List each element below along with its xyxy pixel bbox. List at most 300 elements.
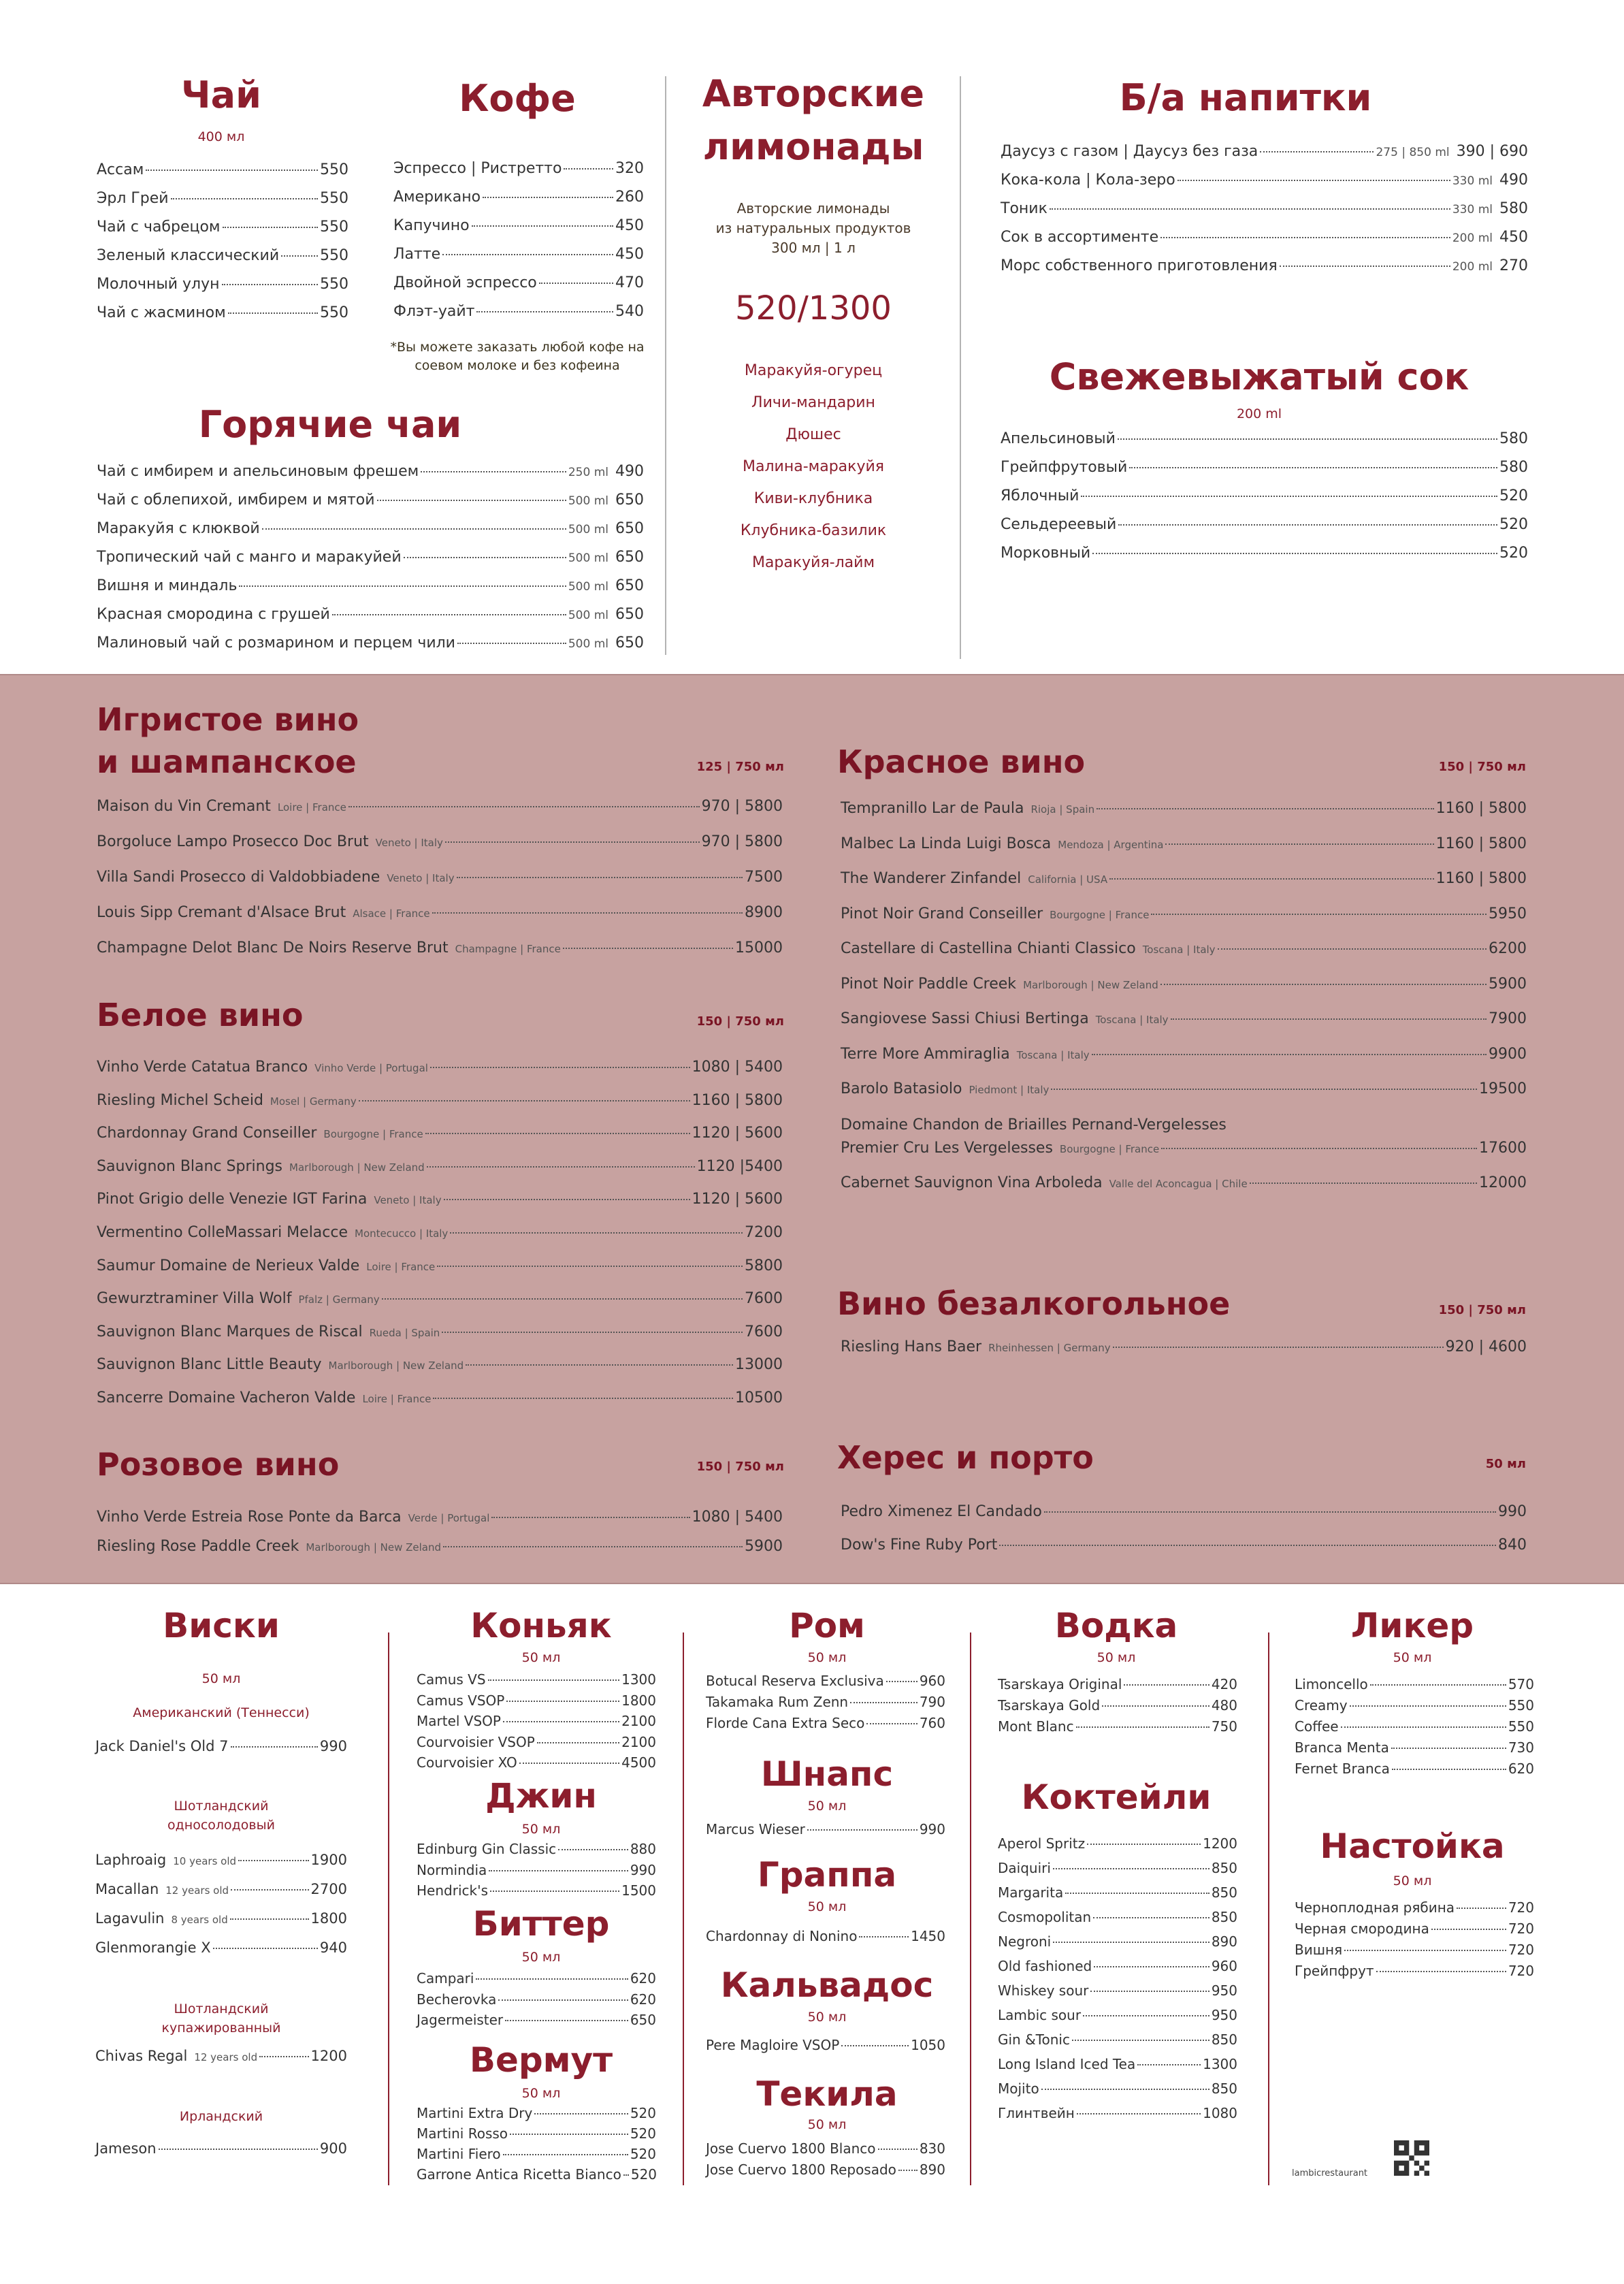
dot-leader bbox=[259, 2056, 308, 2057]
item-price: 520 bbox=[1499, 487, 1528, 504]
menu-item bbox=[1001, 516, 1528, 545]
menu-item bbox=[1295, 1942, 1534, 1963]
menu-item bbox=[393, 217, 644, 246]
dot-leader bbox=[228, 312, 318, 314]
liqueur-list bbox=[1295, 1676, 1534, 1782]
item-name: Тоник bbox=[1001, 200, 1048, 217]
wine-price: 17600 bbox=[1479, 1140, 1527, 1157]
dot-leader bbox=[443, 1546, 743, 1547]
item-price: 450 bbox=[615, 217, 644, 234]
menu-item bbox=[417, 1862, 656, 1883]
whisky-single-malt-line2: односолодовый bbox=[167, 1818, 275, 1833]
item-price: 15000 bbox=[735, 939, 783, 956]
item-name: Jack Daniel's Old 7 bbox=[95, 1738, 229, 1754]
item-price: 1500 bbox=[621, 1882, 656, 1899]
item-price: 550 bbox=[320, 247, 348, 264]
lemonades-title-line2: лимонады bbox=[702, 125, 924, 168]
lemonades-title-line1: Авторские bbox=[702, 72, 925, 115]
coffee-note: *Вы можете заказать любой кофе на соевом молоке и без кофеина bbox=[390, 340, 645, 373]
item-price: 2700 bbox=[310, 1881, 347, 1897]
dot-leader bbox=[623, 2174, 629, 2176]
dot-leader bbox=[503, 1721, 619, 1722]
item-price: 1300 bbox=[621, 1671, 656, 1688]
item-price: 720 bbox=[1508, 1920, 1534, 1937]
menu-item bbox=[95, 1910, 347, 1940]
dot-leader bbox=[1044, 1511, 1496, 1513]
item-name: Camus VSOP bbox=[417, 1692, 505, 1709]
menu-item bbox=[97, 520, 644, 549]
item-price: 1450 bbox=[911, 1928, 945, 1944]
bitter-list bbox=[417, 1970, 656, 2033]
red-title: Красное вино bbox=[837, 743, 1086, 780]
menu-item bbox=[706, 1928, 945, 1949]
item-name: Lagavulin bbox=[95, 1910, 165, 1927]
menu-item bbox=[417, 2105, 656, 2125]
item-price: 520 bbox=[1499, 516, 1528, 533]
soft-drinks-title: Б/а напитки bbox=[1119, 76, 1372, 119]
menu-item bbox=[97, 869, 783, 904]
menu-item bbox=[1001, 172, 1528, 200]
item-price: 990 bbox=[319, 1738, 347, 1754]
tea-title: Чай bbox=[181, 74, 261, 116]
item-name: Edinburg Gin Classic bbox=[417, 1841, 557, 1857]
dot-leader bbox=[1161, 1148, 1477, 1149]
item-name: Sangiovese Sassi Chiusi Bertinga bbox=[841, 1010, 1089, 1027]
item-price: 830 bbox=[919, 2140, 945, 2157]
menu-item bbox=[97, 798, 783, 833]
dot-leader bbox=[1077, 2113, 1201, 2114]
menu-item bbox=[95, 2048, 347, 2078]
wine-price: 12000 bbox=[1479, 1174, 1527, 1191]
item-price: 520 bbox=[630, 2166, 657, 2183]
item-price: 390 | 690 bbox=[1456, 143, 1528, 160]
item-name: Daiquiri bbox=[998, 1860, 1051, 1876]
menu-item bbox=[841, 1010, 1527, 1046]
item-name: Marcus Wieser bbox=[706, 1821, 805, 1837]
item-price: 4500 bbox=[621, 1754, 656, 1771]
dot-leader bbox=[1165, 843, 1433, 845]
item-price: 1120 | 5600 bbox=[692, 1125, 783, 1142]
dot-leader bbox=[558, 1849, 628, 1850]
menu-item bbox=[841, 976, 1527, 1011]
menu-item bbox=[417, 1734, 656, 1755]
dot-leader bbox=[510, 2134, 628, 2135]
item-name: Martini Fiero bbox=[417, 2146, 501, 2162]
menu-item bbox=[417, 1882, 656, 1903]
vodka-title: Водка bbox=[1054, 1606, 1178, 1645]
item-price: 520 bbox=[1499, 545, 1528, 562]
vermouth-list bbox=[417, 2105, 656, 2187]
item-price: 720 bbox=[1508, 1942, 1534, 1958]
menu-item bbox=[417, 1713, 656, 1734]
menu-item bbox=[998, 1958, 1237, 1982]
item-region: Toscana | Italy bbox=[1095, 1014, 1169, 1026]
item-name: Малиновый чай с розмарином и перцем чили bbox=[97, 634, 455, 652]
schnapps-title: Шнапс bbox=[760, 1754, 894, 1794]
schnapps-list bbox=[706, 1821, 945, 1842]
item-name: Maison du Vin Cremant bbox=[97, 798, 271, 815]
item-age: 12 years old bbox=[165, 1884, 229, 1897]
menu-item bbox=[1295, 1718, 1534, 1739]
menu-item bbox=[841, 835, 1527, 871]
cognac-title: Коньяк bbox=[470, 1606, 612, 1645]
item-name: Pinot Noir Paddle Creek bbox=[841, 975, 1017, 993]
menu-item bbox=[998, 1697, 1237, 1718]
item-name: Cosmopolitan bbox=[998, 1909, 1092, 1925]
item-price: 990 bbox=[1498, 1503, 1527, 1520]
item-name: Old fashioned bbox=[998, 1958, 1092, 1974]
menu-item bbox=[393, 189, 644, 217]
menu-item bbox=[706, 2161, 945, 2183]
dot-leader bbox=[1097, 808, 1434, 809]
item-name: Вишня bbox=[1295, 1942, 1343, 1958]
dot-leader bbox=[490, 1891, 619, 1892]
menu-item bbox=[841, 905, 1527, 941]
dot-leader bbox=[489, 1870, 628, 1871]
dot-leader bbox=[159, 2149, 318, 2150]
item-name: Hendrick's bbox=[417, 1882, 488, 1899]
red-volume: 150 | 750 мл bbox=[1438, 760, 1526, 774]
lemonade-item: Дюшес bbox=[785, 426, 841, 443]
item-price: 7600 bbox=[745, 1323, 783, 1340]
item-price: 1120 |5400 bbox=[696, 1157, 783, 1175]
dot-leader bbox=[466, 1364, 733, 1366]
item-name: Whiskey sour bbox=[998, 1982, 1089, 1999]
item-size: 500 ml bbox=[568, 551, 608, 565]
divider bbox=[683, 1632, 684, 2185]
rose-title: Розовое вино bbox=[97, 1446, 340, 1483]
item-price: 580 bbox=[1499, 430, 1528, 447]
item-price: 940 bbox=[319, 1940, 347, 1956]
menu-item bbox=[841, 870, 1527, 905]
dot-leader bbox=[505, 2020, 628, 2021]
dot-leader bbox=[539, 283, 613, 284]
item-price: 650 bbox=[615, 549, 644, 566]
grappa-title: Граппа bbox=[757, 1855, 897, 1895]
dot-leader bbox=[171, 198, 318, 199]
white-title: Белое вино bbox=[97, 997, 304, 1033]
menu-item bbox=[1001, 257, 1528, 286]
menu-item bbox=[1001, 430, 1528, 459]
menu-item bbox=[998, 2080, 1237, 2105]
dot-leader bbox=[488, 1679, 620, 1681]
menu-item bbox=[841, 1537, 1527, 1570]
lemonade-item: Малина-маракуйя bbox=[743, 458, 884, 475]
menu-item bbox=[417, 2146, 656, 2166]
dot-leader bbox=[1350, 1705, 1506, 1707]
item-region: Mosel | Germany bbox=[270, 1095, 357, 1108]
menu-item bbox=[1295, 1739, 1534, 1760]
item-name: Tsarskaya Gold bbox=[998, 1697, 1101, 1714]
item-size: 500 ml bbox=[568, 580, 608, 594]
item-price: 960 bbox=[919, 1673, 945, 1689]
menu-item bbox=[97, 606, 644, 634]
dot-leader bbox=[564, 168, 613, 170]
item-price: 420 bbox=[1211, 1676, 1237, 1692]
dot-leader bbox=[1113, 1347, 1444, 1348]
dot-leader bbox=[506, 1701, 619, 1702]
item-name: Морс собственного приготовления bbox=[1001, 257, 1278, 274]
sparkling-list bbox=[97, 798, 783, 975]
item-price: 620 bbox=[630, 1970, 656, 1987]
menu-item bbox=[417, 1692, 656, 1714]
item-region: Rheinhessen | Germany bbox=[988, 1342, 1111, 1354]
dot-leader bbox=[444, 1199, 690, 1200]
item-size: 330 ml bbox=[1452, 174, 1493, 188]
item-price: 750 bbox=[1211, 1718, 1237, 1735]
wine-region: Bourgogne | France bbox=[1059, 1143, 1160, 1155]
menu-item bbox=[393, 303, 644, 332]
item-price: 1160 | 5800 bbox=[1435, 835, 1527, 852]
calvados-volume: 50 мл bbox=[807, 2010, 847, 2025]
item-price: 650 bbox=[615, 606, 644, 623]
item-price: 5900 bbox=[745, 1538, 783, 1555]
item-price: 850 bbox=[1211, 1860, 1237, 1876]
tequila-title: Текила bbox=[756, 2074, 898, 2114]
item-name: Aperol Spritz bbox=[998, 1835, 1086, 1852]
lemonade-item: Личи-мандарин bbox=[751, 394, 875, 411]
vodka-list bbox=[998, 1676, 1237, 1739]
item-price: 720 bbox=[1508, 1899, 1534, 1916]
menu-item bbox=[97, 1224, 783, 1257]
menu-item bbox=[998, 2007, 1237, 2031]
item-price: 5900 bbox=[1489, 975, 1527, 993]
item-region: Pfalz | Germany bbox=[298, 1293, 380, 1306]
menu-item bbox=[841, 1046, 1527, 1081]
item-name: Becherovka bbox=[417, 1991, 497, 2008]
item-name: Черноплодная рябина bbox=[1295, 1899, 1455, 1916]
whisky-blended-line2: купажированный bbox=[161, 2021, 281, 2036]
item-name: Laphroaig bbox=[95, 1852, 167, 1868]
white-list bbox=[97, 1059, 783, 1423]
item-name: Морковный bbox=[1001, 545, 1091, 562]
menu-item bbox=[706, 1673, 945, 1694]
item-name: Глинтвейн bbox=[998, 2105, 1075, 2121]
lemonade-item: Маракуйя-лайм bbox=[751, 554, 875, 571]
dot-leader bbox=[1457, 1908, 1506, 1909]
schnapps-volume: 50 мл bbox=[807, 1799, 847, 1814]
dot-leader bbox=[442, 1332, 743, 1333]
lemonade-item: Киви-клубника bbox=[753, 490, 873, 507]
item-price: 650 bbox=[615, 492, 644, 509]
dot-leader bbox=[433, 1398, 733, 1399]
item-price: 450 bbox=[1499, 229, 1528, 246]
menu-item bbox=[998, 1835, 1237, 1860]
white-volume: 150 | 750 мл bbox=[696, 1014, 784, 1029]
item-name: Кока-кола | Кола-зеро bbox=[1001, 172, 1175, 189]
menu-item bbox=[97, 904, 783, 939]
item-name: Pedro Ximenez El Candado bbox=[841, 1503, 1042, 1520]
rum-title: Ром bbox=[789, 1606, 865, 1645]
item-region: Marlborough | New Zeland bbox=[1023, 978, 1158, 991]
item-region: Toscana | Italy bbox=[1016, 1048, 1090, 1061]
item-name: Negroni bbox=[998, 1933, 1052, 1950]
lemonade-item: Клубника-базилик bbox=[740, 522, 887, 539]
dot-leader bbox=[231, 1746, 318, 1748]
dot-leader bbox=[1160, 984, 1487, 985]
item-name: Молочный улун bbox=[97, 276, 220, 293]
dot-leader bbox=[442, 254, 613, 255]
dot-leader bbox=[457, 643, 566, 644]
menu-item bbox=[95, 2140, 347, 2170]
item-region: Veneto | Italy bbox=[375, 837, 443, 849]
dot-leader bbox=[1093, 1917, 1209, 1918]
item-price: 950 bbox=[1211, 2007, 1237, 2023]
item-region: Toscana | Italy bbox=[1142, 944, 1216, 956]
dot-leader bbox=[1344, 1950, 1506, 1951]
menu-item bbox=[97, 190, 348, 219]
item-region: Montecucco | Italy bbox=[355, 1227, 449, 1240]
item-name: Botucal Reserva Exclusiva bbox=[706, 1673, 884, 1689]
menu-item bbox=[998, 1933, 1237, 1958]
vermouth-volume: 50 мл bbox=[521, 2086, 561, 2101]
item-name: Courvoisier VSOP bbox=[417, 1733, 535, 1750]
item-price: 8900 bbox=[745, 904, 783, 921]
dot-leader bbox=[999, 1545, 1496, 1546]
item-name: Jagermeister bbox=[417, 2012, 504, 2028]
qr-code-icon bbox=[1394, 2140, 1429, 2176]
dot-leader bbox=[1053, 1942, 1209, 1943]
instagram-handle: lambicrestaurant bbox=[1292, 2168, 1368, 2178]
item-region: Marlborough | New Zeland bbox=[289, 1161, 425, 1174]
menu-item bbox=[417, 1991, 656, 2012]
menu-item bbox=[1001, 545, 1528, 573]
item-age: 12 years old bbox=[194, 2051, 258, 2063]
menu-item bbox=[1001, 200, 1528, 229]
whisky-american: Американский (Теннесси) bbox=[133, 1705, 310, 1720]
menu-item bbox=[998, 1982, 1237, 2007]
rum-list bbox=[706, 1673, 945, 1736]
menu-item bbox=[97, 304, 348, 333]
dot-leader bbox=[878, 2149, 917, 2150]
item-name: Normindia bbox=[417, 1861, 487, 1878]
item-price: 1200 bbox=[1203, 1835, 1237, 1852]
item-name: Латте bbox=[393, 246, 441, 263]
dot-leader bbox=[445, 841, 700, 843]
whisky-single-malt-line1: Шотландский bbox=[174, 1799, 269, 1814]
dot-leader bbox=[1341, 1726, 1506, 1728]
item-name: Чай с чабрецом bbox=[97, 219, 221, 236]
dot-leader bbox=[1250, 1183, 1477, 1184]
item-name: Gewurztraminer Villa Wolf bbox=[97, 1290, 292, 1308]
dot-leader bbox=[476, 1978, 628, 1980]
dot-leader bbox=[1065, 1893, 1209, 1894]
item-price: 550 bbox=[320, 219, 348, 236]
sherry-volume: 50 мл bbox=[1485, 1457, 1526, 1471]
dot-leader bbox=[498, 1999, 628, 2001]
item-price: 960 bbox=[1211, 1958, 1237, 1974]
item-price: 19500 bbox=[1479, 1080, 1527, 1097]
menu-item bbox=[97, 1059, 783, 1092]
item-price: 650 bbox=[615, 520, 644, 537]
item-price: 550 bbox=[320, 276, 348, 293]
divider bbox=[960, 76, 961, 659]
item-price: 850 bbox=[1211, 1884, 1237, 1901]
lemonades-note-line2: из натуральных продуктов bbox=[715, 220, 911, 236]
item-price: 450 bbox=[615, 246, 644, 263]
menu-item bbox=[417, 1970, 656, 1991]
bitter-volume: 50 мл bbox=[521, 1950, 561, 1965]
menu-item bbox=[393, 160, 644, 189]
menu-item bbox=[417, 1841, 656, 1862]
dot-leader bbox=[427, 1166, 695, 1168]
dot-leader bbox=[850, 1702, 917, 1703]
item-price: 1160 | 5800 bbox=[1435, 870, 1527, 887]
menu-item bbox=[706, 2140, 945, 2161]
dot-leader bbox=[1431, 1929, 1506, 1930]
dot-leader bbox=[404, 557, 566, 558]
dot-leader bbox=[859, 1936, 909, 1937]
item-price: 6200 bbox=[1489, 940, 1527, 957]
item-price: 1160 | 5800 bbox=[1435, 800, 1527, 817]
item-region: Rueda | Spain bbox=[369, 1326, 440, 1339]
item-price: 890 bbox=[1211, 1933, 1237, 1950]
item-name: Tsarskaya Original bbox=[998, 1676, 1122, 1692]
item-name: Sancerre Domaine Vacheron Valde bbox=[97, 1389, 356, 1406]
item-price: 13000 bbox=[735, 1356, 783, 1374]
menu-item bbox=[393, 274, 644, 303]
item-name: Vinho Verde Estreia Rose Ponte da Barca bbox=[97, 1509, 402, 1526]
dot-leader bbox=[231, 1889, 309, 1891]
dot-leader bbox=[866, 1723, 917, 1724]
item-name: Mojito bbox=[998, 2080, 1039, 2097]
item-name: Sauvignon Blanc Little Beauty bbox=[97, 1356, 322, 1374]
menu-item bbox=[1295, 1697, 1534, 1718]
dot-leader bbox=[841, 2045, 909, 2046]
dot-leader bbox=[377, 500, 566, 501]
item-name: Mont Blanc bbox=[998, 1718, 1074, 1735]
dot-leader bbox=[1151, 914, 1487, 915]
dot-leader bbox=[476, 311, 613, 312]
cognac-list bbox=[417, 1671, 656, 1775]
menu-item bbox=[97, 1191, 783, 1224]
item-name: Jose Cuervo 1800 Blanco bbox=[706, 2140, 876, 2157]
nonalc-wine-volume: 150 | 750 мл bbox=[1438, 1303, 1526, 1317]
item-price: 970 | 5800 bbox=[701, 833, 783, 850]
lemonades-note-line1: Авторские лимонады bbox=[736, 200, 890, 216]
menu-item bbox=[97, 577, 644, 606]
menu-item bbox=[706, 2037, 945, 2058]
item-price: 7600 bbox=[745, 1290, 783, 1308]
menu-item bbox=[417, 2012, 656, 2033]
item-name: Limoncello bbox=[1295, 1676, 1368, 1692]
menu-item bbox=[998, 2105, 1237, 2129]
item-name: Chardonnay Grand Conseiller bbox=[97, 1125, 317, 1142]
item-price: 880 bbox=[630, 1841, 656, 1857]
item-name: Маракуйя с клюквой bbox=[97, 520, 260, 537]
gin-title: Джин bbox=[485, 1776, 597, 1816]
item-name: Chivas Regal bbox=[95, 2048, 188, 2064]
item-price: 7500 bbox=[745, 869, 783, 886]
item-name: Campari bbox=[417, 1970, 474, 1987]
item-name: Sauvignon Blanc Marques de Riscal bbox=[97, 1323, 363, 1340]
dot-leader bbox=[534, 2113, 628, 2114]
item-name: Грейпфрутовый bbox=[1001, 459, 1128, 476]
grappa-volume: 50 мл bbox=[807, 1899, 847, 1914]
item-price: 890 bbox=[919, 2161, 945, 2178]
menu-item bbox=[998, 1860, 1237, 1884]
menu-item bbox=[97, 1257, 783, 1291]
item-price: 320 bbox=[615, 160, 644, 177]
nastoika-list bbox=[1295, 1899, 1534, 1984]
menu-item bbox=[998, 2031, 1237, 2056]
dot-leader bbox=[262, 528, 566, 530]
soft-drinks-list bbox=[1001, 143, 1528, 286]
cocktails-list bbox=[998, 1835, 1237, 2129]
dot-leader bbox=[457, 877, 743, 878]
liqueur-volume: 50 мл bbox=[1393, 1650, 1432, 1665]
rose-volume: 150 | 750 мл bbox=[696, 1460, 784, 1474]
